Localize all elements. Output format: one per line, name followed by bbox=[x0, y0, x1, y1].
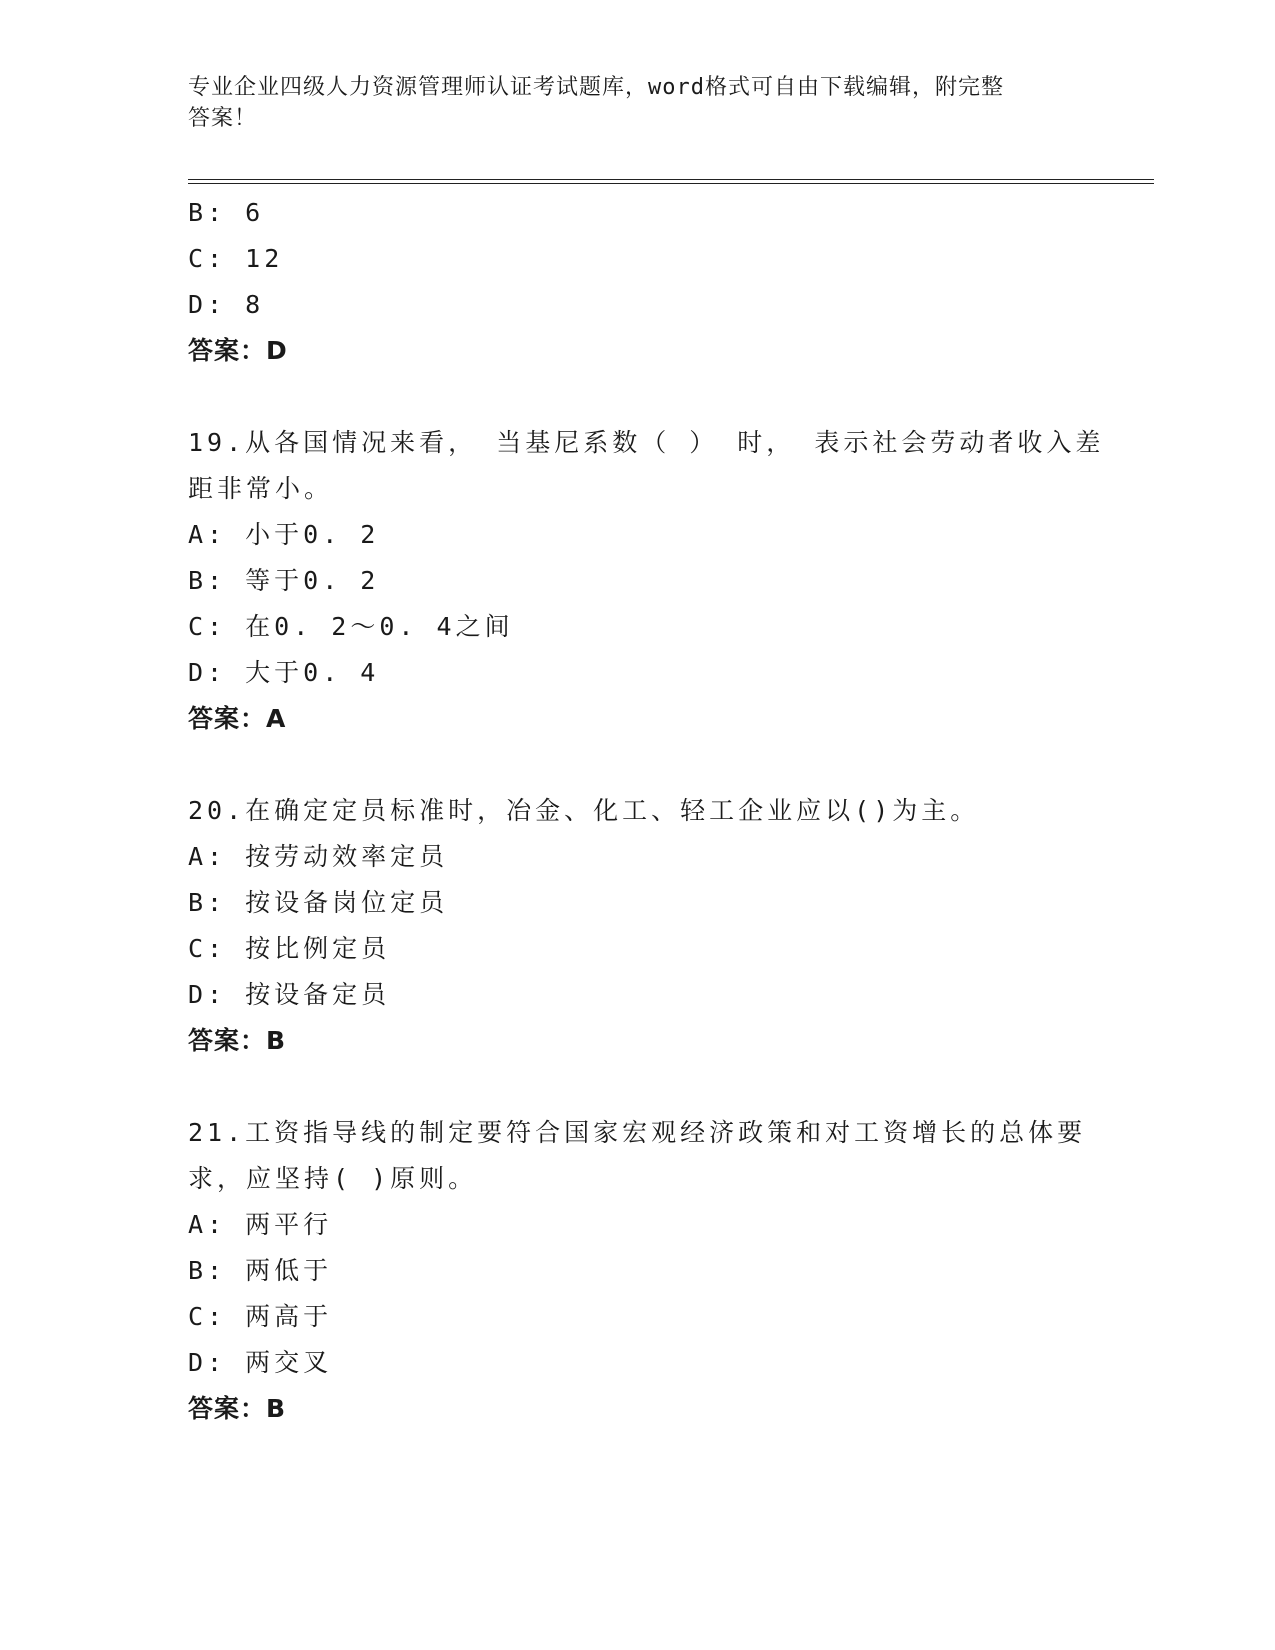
question-text-line-1: 21.工资指导线的制定要符合国家宏观经济政策和对工资增长的总体要 bbox=[188, 1118, 1087, 1147]
document-header bbox=[188, 72, 1088, 134]
question-19 bbox=[188, 420, 1105, 742]
answer-line: 答案：D bbox=[188, 336, 288, 365]
header-line-1: 专业企业四级人力资源管理师认证考试题库，word格式可自由下载编辑，附完整 bbox=[188, 75, 1004, 100]
option-b: B: 按设备岗位定员 bbox=[188, 888, 449, 917]
answer-line: 答案：A bbox=[188, 704, 287, 733]
header-rule-bottom bbox=[188, 183, 1154, 184]
option-c: C: 12 bbox=[188, 244, 284, 273]
option-d: D: 按设备定员 bbox=[188, 980, 391, 1009]
header-line-2: 答案！ bbox=[188, 106, 258, 131]
header-rule-top bbox=[188, 179, 1154, 180]
question-20 bbox=[188, 788, 1088, 1064]
question-21 bbox=[188, 1110, 1088, 1432]
option-c: C: 按比例定员 bbox=[188, 934, 391, 963]
question-text-line-1: 20.在确定定员标准时，冶金、化工、轻工企业应以()为主。 bbox=[188, 796, 980, 825]
spacer bbox=[188, 742, 1088, 788]
answer-line: 答案：B bbox=[188, 1026, 287, 1055]
question-list bbox=[188, 190, 1105, 1432]
question-text-line-1: 19.从各国情况来看， 当基尼系数（ ） 时， 表示社会劳动者收入差 bbox=[188, 428, 1105, 457]
option-d: D: 大于0. 4 bbox=[188, 658, 380, 687]
option-c: C: 在0. 2～0. 4之间 bbox=[188, 612, 514, 641]
option-b: B: 两低于 bbox=[188, 1256, 333, 1285]
question-18-tail bbox=[188, 190, 1088, 374]
option-c: C: 两高于 bbox=[188, 1302, 333, 1331]
option-d: D: 8 bbox=[188, 290, 265, 319]
question-text-line-2: 求，应坚持( )原则。 bbox=[188, 1164, 478, 1193]
option-b: B: 6 bbox=[188, 198, 265, 227]
option-a: A: 两平行 bbox=[188, 1210, 333, 1239]
answer-line: 答案：B bbox=[188, 1394, 287, 1423]
option-b: B: 等于0. 2 bbox=[188, 566, 380, 595]
spacer bbox=[188, 374, 1088, 420]
spacer bbox=[188, 1064, 1088, 1110]
question-text-line-2: 距非常小。 bbox=[188, 474, 334, 503]
option-d: D: 两交叉 bbox=[188, 1348, 333, 1377]
option-a: A: 小于0. 2 bbox=[188, 520, 380, 549]
option-a: A: 按劳动效率定员 bbox=[188, 842, 449, 871]
